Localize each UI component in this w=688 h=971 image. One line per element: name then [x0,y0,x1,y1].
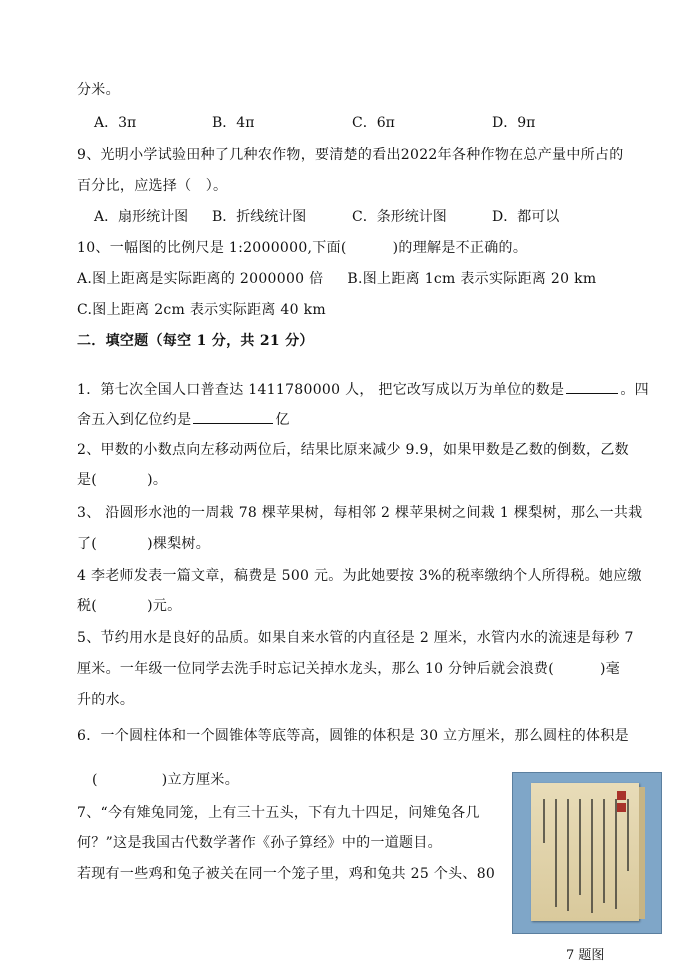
f2-line1: 2、甲数的小数点向左移动两位后，结果比原来减少 9.9，如果甲数是乙数的倒数，乙数 [77,442,629,458]
q8-option-a: A．3π [94,115,137,131]
f7-line3: 若现有一些鸡和兔子被关在同一个笼子里，鸡和兔共 25 个头、80 [77,866,496,882]
red-seal-icon [617,803,626,812]
f1-line1-text-b: 。四 [620,382,649,398]
f4-line2-text-b: )元。 [147,598,182,614]
f7-line1: 7、“今有雉兔同笼，上有三十五头，下有九十四足，问雉兔各几 [77,805,480,821]
f2-line2-text-a: 是( [77,472,98,488]
f6-line2-text-b: )立方厘米。 [161,772,240,788]
f4-line2 [77,596,181,616]
q9-line2: 百分比，应选择（ ）。 [77,178,228,194]
f1-line2 [77,409,290,429]
f4-line1: 4 李老师发表一篇文章，稿费是 500 元。为此她要按 3%的税率缴纳个人所得税。她应缴 [77,568,642,584]
f5-line1: 5、节约用水是良好的品质。如果自来水管的内直径是 2 厘米，水管内水的流速是每秒 7 [77,630,634,646]
q9-line1: 9、光明小学试验田种了几种农作物，要清楚的看出2022年各种作物在总产量中所占的 [77,147,624,163]
figure-caption: 7 题图 [566,948,605,963]
f4-line2-text-a: 税( [77,598,98,614]
f5-line3: 升的水。 [77,692,135,708]
f6-line2-text-a: ( [92,772,98,788]
q8-option-d: D．9π [492,115,536,131]
f3-line1: 3、 沿圆形水池的一周栽 78 棵苹果树，每相邻 2 棵苹果树之间栽 1 棵梨树，那么一共栽 [77,505,643,521]
q10-line1-text-b: )的理解是不正确的。 [392,240,528,256]
q8-option-b: B．4π [212,115,255,131]
q10-line1 [77,238,527,258]
f3-line2-text-b: )棵梨树。 [147,536,211,552]
q9-option-b: B．折线统计图 [212,209,307,225]
q8-option-c: C．6π [352,115,395,131]
q9-option-d: D．都可以 [492,209,560,225]
q9-option-c: C．条形统计图 [352,209,447,225]
f5-line2 [77,659,620,679]
f7-line2: 何？”这是我国古代数学著作《孙子算经》中的一道题目。 [77,835,442,851]
q10-option-b: B.图上距离 1cm 表示实际距离 20 km [347,271,597,287]
q10-option-c: C.图上距离 2cm 表示实际距离 40 km [77,302,326,318]
f6-line2 [92,770,239,790]
f6-line1: 6．一个圆柱体和一个圆锥体等底等高，圆锥的体积是 30 立方厘米，那么圆柱的体积是 [77,728,629,744]
f2-line2-text-b: )。 [147,472,168,488]
section-heading: 二．填空题（每空 1 分，共 21 分） [77,333,314,349]
q10-options-ab [77,269,596,289]
f1-line2-text-a: 舍五入到亿位约是 [77,412,192,428]
f1-line2-text-b: 亿 [275,412,290,428]
f1-line1-text-a: 1．第七次全国人口普查达 1411780000 人， 把它改写成以万为单位的数是 [77,382,565,398]
f1-answer-blank-1[interactable] [566,379,618,394]
f1-line1 [77,379,649,399]
f5-line2-text-a: 厘米。一年级一位同学去洗手时忘记关掉水龙头，那么 10 分钟后就会浪费( [77,661,554,677]
f2-line2 [77,470,167,490]
q8-tail: 分米。 [77,82,120,98]
f1-answer-blank-2[interactable] [193,409,273,424]
f5-line2-text-b: )毫 [599,661,621,677]
red-seal-icon [617,791,626,800]
book-page [531,783,639,921]
q9-option-a: A．扇形统计图 [94,209,189,225]
ancient-book-photo [512,772,662,934]
f3-line2-text-a: 了( [77,536,98,552]
f3-line2 [77,534,210,554]
q10-option-a: A.图上距离是实际距离的 2000000 倍 [77,271,324,287]
q10-line1-text-a: 10、一幅图的比例尺是 1:2000000,下面( [77,240,347,256]
